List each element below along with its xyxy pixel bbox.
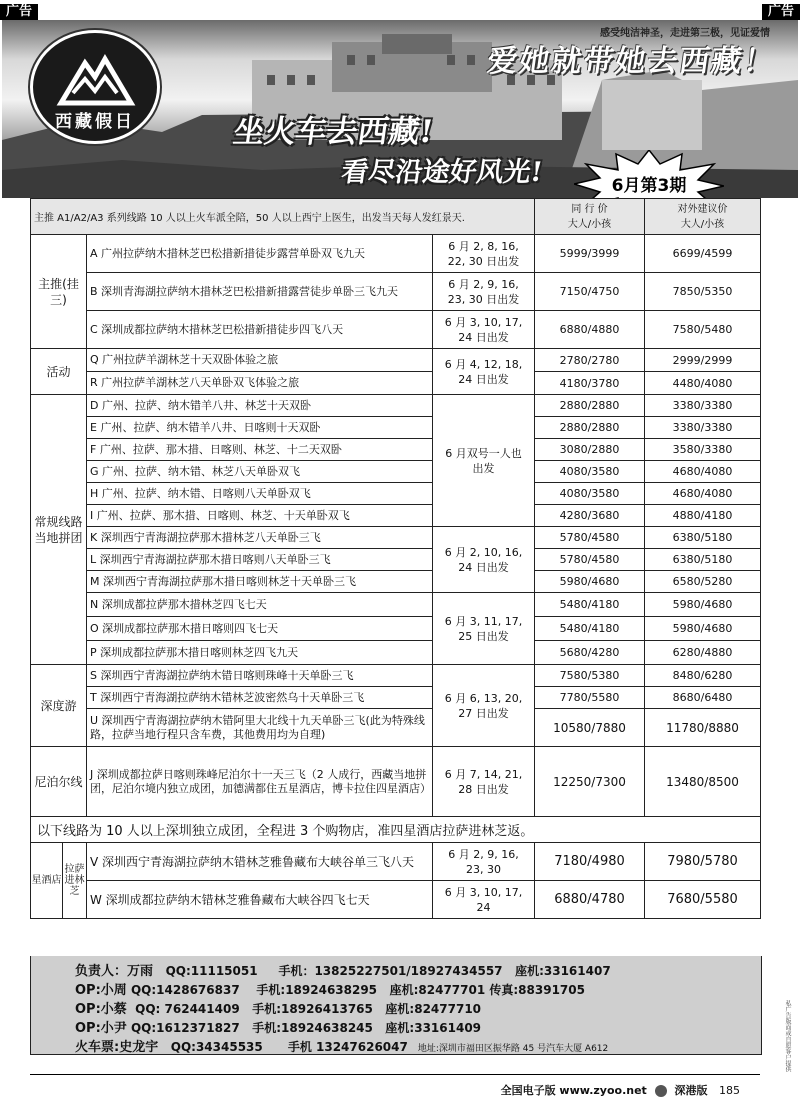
footer-divider bbox=[30, 1074, 760, 1075]
slogan: 感受纯洁神圣，走进第三极，见证爱情 bbox=[600, 28, 770, 39]
peer-price-r: 4180/3780 bbox=[535, 372, 645, 395]
retail-price-d: 3380/3380 bbox=[645, 395, 761, 417]
retail-price-s: 8480/6280 bbox=[645, 665, 761, 687]
route-g: G 广州、拉萨、纳木错、林芝八天单卧双飞 bbox=[87, 461, 433, 483]
retail-price-t: 8680/6480 bbox=[645, 687, 761, 709]
route-u: U 深圳西宁青海湖拉萨纳木错阿里大北线十九天单卧三飞(此为特殊线路，拉萨当地行程只含车费，其他费用均为自理) bbox=[87, 709, 433, 747]
date-qr: 6 月 4, 12, 18, 24 日出发 bbox=[433, 349, 535, 395]
retail-price-k: 6380/5180 bbox=[645, 527, 761, 549]
route-o: O 深圳成都拉萨那木措日喀则四飞七天 bbox=[87, 617, 433, 641]
retail-price-j: 13480/8500 bbox=[645, 747, 761, 817]
route-r: R 广州拉萨羊湖林芝八天单卧双飞体验之旅 bbox=[87, 372, 433, 395]
xizang-holiday-logo bbox=[30, 30, 160, 144]
site-url[interactable]: 全国电子版 www.zyoo.net bbox=[500, 1084, 647, 1097]
table-row bbox=[31, 571, 761, 593]
page-number: 185 bbox=[719, 1084, 740, 1097]
route-f: F 广州、拉萨、那木措、日喀则、林芝、十二天双卧 bbox=[87, 439, 433, 461]
peer-price-b: 7150/4750 bbox=[535, 273, 645, 311]
table-header-row bbox=[31, 199, 761, 235]
peer-price-d: 2880/2880 bbox=[535, 395, 645, 417]
route-s: S 深圳西宁青海湖拉萨纳木错日喀则珠峰十天单卧三飞 bbox=[87, 665, 433, 687]
table-row bbox=[31, 483, 761, 505]
retail-price-header: 对外建议价 大人/小孩 bbox=[645, 199, 761, 235]
date-di: 6 月双号一人也 出发 bbox=[433, 395, 535, 527]
peer-price-o: 5480/4180 bbox=[535, 617, 645, 641]
peer-price-v: 7180/4980 bbox=[535, 843, 645, 881]
retail-price-p: 6280/4880 bbox=[645, 641, 761, 665]
table-row bbox=[31, 527, 761, 549]
retail-price-a: 6699/4599 bbox=[645, 235, 761, 273]
retail-price-l: 6380/5180 bbox=[645, 549, 761, 571]
peer-price-u: 10580/7880 bbox=[535, 709, 645, 747]
peer-price-header: 同 行 价 大人/小孩 bbox=[535, 199, 645, 235]
route-m: M 深圳西宁青海湖拉萨那木措日喀则林芝十天单卧三飞 bbox=[87, 571, 433, 593]
price-table bbox=[30, 198, 761, 919]
logo-text: 西藏假日 bbox=[55, 112, 135, 132]
date-a: 6 月 2, 8, 16, 22, 30 日出发 bbox=[433, 235, 535, 273]
table-row bbox=[31, 665, 761, 687]
category-lhasa-linzhi: 拉萨进林芝 bbox=[63, 843, 87, 919]
category-deep: 深度游 bbox=[31, 665, 87, 747]
route-e: E 广州、拉萨、纳木错羊八井、日喀则十天双卧 bbox=[87, 417, 433, 439]
table-row bbox=[31, 709, 761, 747]
date-np: 6 月 3, 11, 17, 25 日出发 bbox=[433, 593, 535, 665]
retail-price-g: 4680/4080 bbox=[645, 461, 761, 483]
retail-price-q: 2999/2999 bbox=[645, 349, 761, 372]
date-su: 6 月 6, 13, 20, 27 日出发 bbox=[433, 665, 535, 747]
retail-price-v: 7980/5780 bbox=[645, 843, 761, 881]
table-row bbox=[31, 747, 761, 817]
table-row bbox=[31, 549, 761, 571]
retail-price-u: 11780/8880 bbox=[645, 709, 761, 747]
peer-price-m: 5980/4680 bbox=[535, 571, 645, 593]
table-row bbox=[31, 461, 761, 483]
date-b: 6 月 2, 9, 16, 23, 30 日出发 bbox=[433, 273, 535, 311]
category-nepal: 尼泊尔线 bbox=[31, 747, 87, 817]
peer-price-g: 4080/3580 bbox=[535, 461, 645, 483]
route-p: P 深圳成都拉萨那木措日喀则林芝四飞九天 bbox=[87, 641, 433, 665]
contact-line: OP:小蔡 QQ: 762441409 手机:18926413765 座机:82477710 bbox=[75, 1002, 482, 1017]
category-star-hotel: 星酒店 bbox=[31, 843, 63, 919]
table-row bbox=[31, 881, 761, 919]
peer-price-e: 2880/2880 bbox=[535, 417, 645, 439]
retail-price-e: 3380/3380 bbox=[645, 417, 761, 439]
peer-price-i: 4280/3680 bbox=[535, 505, 645, 527]
table-row bbox=[31, 311, 761, 349]
route-c: C 深圳成都拉萨纳木措林芝巴松措新措徒步四飞八天 bbox=[87, 311, 433, 349]
table-row bbox=[31, 439, 761, 461]
table-row bbox=[31, 372, 761, 395]
table-row bbox=[31, 349, 761, 372]
retail-price-f: 3580/3380 bbox=[645, 439, 761, 461]
route-j: J 深圳成都拉萨日喀则珠峰尼泊尔十一天三飞（2 人成行，西藏当地拼团，尼泊尔境内独立成团，加德满都住五星酒店，博卡拉住四星酒店） bbox=[87, 747, 433, 817]
retail-price-c: 7580/5480 bbox=[645, 311, 761, 349]
peer-price-h: 4080/3580 bbox=[535, 483, 645, 505]
peer-price-f: 3080/2880 bbox=[535, 439, 645, 461]
date-c: 6 月 3, 10, 17, 24 日出发 bbox=[433, 311, 535, 349]
table-row bbox=[31, 273, 761, 311]
peer-price-p: 5680/4280 bbox=[535, 641, 645, 665]
independent-note: 以下线路为 10 人以上深圳独立成团，全程进 3 个购物店，准四星酒店拉萨进林芝返。 bbox=[31, 817, 761, 843]
retail-price-m: 6580/5280 bbox=[645, 571, 761, 593]
peer-price-j: 12250/7300 bbox=[535, 747, 645, 817]
route-b: B 深圳青海湖拉萨纳木措林芝巴松措新措露营徒步单卧三飞九天 bbox=[87, 273, 433, 311]
headline-2: 看尽沿途好风光! bbox=[339, 157, 545, 188]
peer-price-c: 6880/4880 bbox=[535, 311, 645, 349]
peer-price-k: 5780/4580 bbox=[535, 527, 645, 549]
contact-line: OP:小周 QQ:1428676837 手机:18924638295 座机:82477701 传真:88391705 bbox=[75, 983, 585, 998]
route-d: D 广州、拉萨、纳木错羊八井、林芝十天双卧 bbox=[87, 395, 433, 417]
headline-1: 坐火车去西藏! bbox=[230, 114, 436, 150]
retail-price-n: 5980/4680 bbox=[645, 593, 761, 617]
route-k: K 深圳西宁青海湖拉萨那木措林芝八天单卧三飞 bbox=[87, 527, 433, 549]
route-i: I 广州、拉萨、那木措、日喀则、林芝、十天单卧双飞 bbox=[87, 505, 433, 527]
retail-price-r: 4480/4080 bbox=[645, 372, 761, 395]
table-row bbox=[31, 235, 761, 273]
table-row bbox=[31, 593, 761, 617]
peer-price-s: 7580/5380 bbox=[535, 665, 645, 687]
category-activity: 活动 bbox=[31, 349, 87, 395]
peer-price-w: 6880/4780 bbox=[535, 881, 645, 919]
side-note: 私广告版面或自愿客户提供 bbox=[784, 1000, 791, 1072]
peer-price-t: 7780/5580 bbox=[535, 687, 645, 709]
contact-line: 火车票:史龙宇 QQ:34345535 手机 13247626047 地址:深圳市福田区振华路 45 号汽车大厦 A612 bbox=[75, 1040, 609, 1055]
retail-price-w: 7680/5580 bbox=[645, 881, 761, 919]
contacts-panel bbox=[30, 956, 762, 1055]
date-w: 6 月 3, 10, 17, 24 bbox=[433, 881, 535, 919]
issue-badge bbox=[574, 150, 724, 198]
notice-text: 主推 A1/A2/A3 系列线路 10 人以上火车派全陪，50 人以上西宁上医生，出发当天每人发红景天. bbox=[31, 199, 535, 235]
route-a: A 广州拉萨纳木措林芝巴松措新措徒步露营单卧双飞九天 bbox=[87, 235, 433, 273]
table-row bbox=[31, 617, 761, 641]
date-v: 6 月 2, 9, 16, 23, 30 bbox=[433, 843, 535, 881]
contact-line: 负责人：万雨 QQ:11115051 手机：13825227501/18927434557 座机:33161407 bbox=[75, 964, 611, 979]
route-l: L 深圳西宁青海湖拉萨那木措日喀则八天单卧三飞 bbox=[87, 549, 433, 571]
independent-note-row bbox=[31, 817, 761, 843]
banner-tagline: 爱她就带她去西藏！ bbox=[485, 44, 778, 79]
route-q: Q 广州拉萨羊湖林芝十天双卧体验之旅 bbox=[87, 349, 433, 372]
retail-price-o: 5980/4680 bbox=[645, 617, 761, 641]
edition-label: 深港版 bbox=[674, 1084, 708, 1097]
route-n: N 深圳成都拉萨那木措林芝四飞七天 bbox=[87, 593, 433, 617]
peer-price-a: 5999/3999 bbox=[535, 235, 645, 273]
date-km: 6 月 2, 10, 16, 24 日出发 bbox=[433, 527, 535, 593]
table-row bbox=[31, 505, 761, 527]
ad-label-right: 广告 bbox=[762, 4, 800, 20]
category-main: 主推(挂三) bbox=[31, 235, 87, 349]
table-row bbox=[31, 395, 761, 417]
page-footer bbox=[30, 1080, 760, 1098]
route-t: T 深圳西宁青海湖拉萨纳木错林芝波密然乌十天单卧三飞 bbox=[87, 687, 433, 709]
ad-label-left: 广告 bbox=[0, 4, 38, 20]
route-h: H 广州、拉萨、纳木错、日喀则八天单卧双飞 bbox=[87, 483, 433, 505]
table-row bbox=[31, 843, 761, 881]
date-j: 6 月 7, 14, 21, 28 日出发 bbox=[433, 747, 535, 817]
peer-price-n: 5480/4180 bbox=[535, 593, 645, 617]
peer-price-q: 2780/2780 bbox=[535, 349, 645, 372]
edition-icon bbox=[655, 1085, 667, 1097]
contact-line: OP:小尹 QQ:1612371827 手机:18924638245 座机:33161409 bbox=[75, 1021, 482, 1036]
retail-price-h: 4680/4080 bbox=[645, 483, 761, 505]
footer-info bbox=[501, 1082, 740, 1098]
peer-price-l: 5780/4580 bbox=[535, 549, 645, 571]
route-v: V 深圳西宁青海湖拉萨纳木错林芝雅鲁藏布大峡谷单三飞八天 bbox=[87, 843, 433, 881]
retail-price-b: 7850/5350 bbox=[645, 273, 761, 311]
issue-text: 6月第3期 bbox=[611, 176, 687, 196]
category-regular: 常规线路当地拼团 bbox=[31, 395, 87, 665]
table-row bbox=[31, 687, 761, 709]
retail-price-i: 4880/4180 bbox=[645, 505, 761, 527]
table-row bbox=[31, 417, 761, 439]
table-row bbox=[31, 641, 761, 665]
route-w: W 深圳成都拉萨纳木错林芝雅鲁藏布大峡谷四飞七天 bbox=[87, 881, 433, 919]
header-banner bbox=[2, 20, 798, 198]
